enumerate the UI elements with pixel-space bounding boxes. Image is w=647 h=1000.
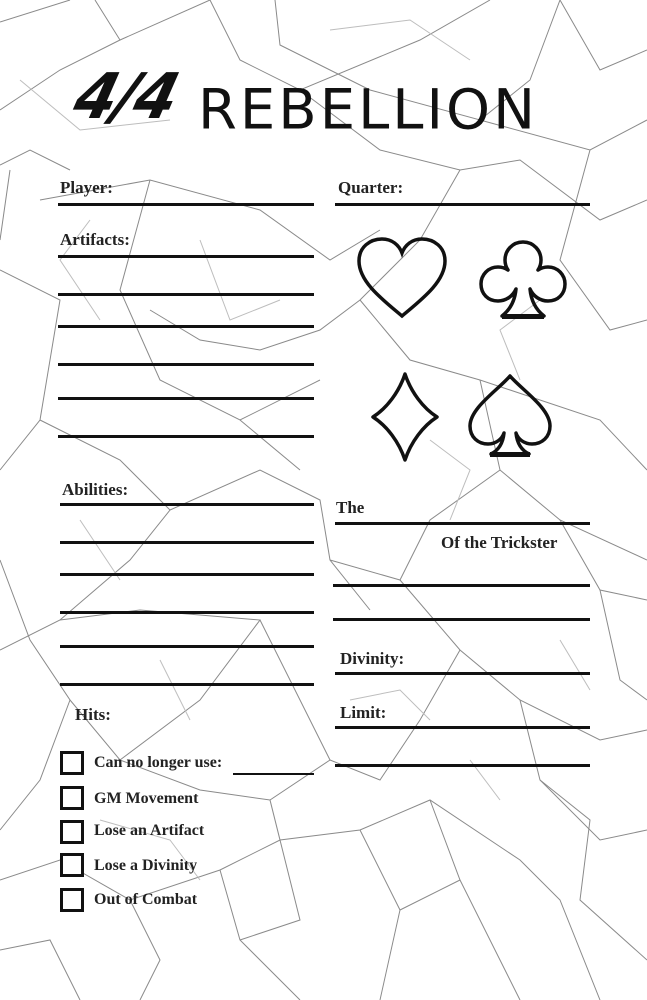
- trickster-line[interactable]: [333, 618, 590, 621]
- artifacts-line[interactable]: [58, 363, 314, 366]
- artifacts-label: Artifacts:: [60, 230, 130, 249]
- hit-checkbox[interactable]: [60, 751, 84, 775]
- heart-icon[interactable]: [355, 236, 449, 322]
- artifacts-line[interactable]: [58, 325, 314, 328]
- hit-checkbox[interactable]: [60, 786, 84, 810]
- abilities-line[interactable]: [60, 683, 314, 686]
- abilities-line[interactable]: [60, 611, 314, 614]
- artifacts-line[interactable]: [58, 397, 314, 400]
- hit-option-label: Out of Combat: [94, 891, 198, 908]
- divinity-label: Divinity:: [340, 649, 405, 668]
- quarter-line[interactable]: [335, 203, 590, 206]
- abilities-label: Abilities:: [62, 480, 129, 499]
- artifacts-line[interactable]: [58, 435, 314, 438]
- trickster-label: Of the Trickster: [441, 533, 558, 552]
- title-word: REBELLION: [198, 78, 538, 143]
- can-no-longer-use-line[interactable]: [233, 773, 314, 775]
- hit-checkbox[interactable]: [60, 888, 84, 912]
- player-label: Player:: [60, 178, 113, 197]
- divinity-line[interactable]: [335, 672, 590, 675]
- artifacts-line[interactable]: [58, 293, 314, 296]
- hit-option-label: Can no longer use:: [94, 754, 223, 771]
- limit-line[interactable]: [335, 764, 590, 767]
- title-number: 4/4: [66, 60, 185, 134]
- trickster-line[interactable]: [333, 584, 590, 587]
- hit-option-label: GM Movement: [94, 790, 199, 807]
- club-icon[interactable]: [478, 238, 568, 322]
- hit-checkbox[interactable]: [60, 820, 84, 844]
- diamond-icon[interactable]: [369, 370, 441, 464]
- hit-checkbox[interactable]: [60, 853, 84, 877]
- hit-option-label: Lose an Artifact: [94, 822, 205, 839]
- spade-icon[interactable]: [466, 372, 554, 460]
- player-line[interactable]: [58, 203, 314, 206]
- limit-line[interactable]: [335, 726, 590, 729]
- hit-option-label: Lose a Divinity: [94, 857, 198, 874]
- limit-label: Limit:: [340, 703, 387, 722]
- quarter-label: Quarter:: [338, 178, 404, 197]
- the-label: The: [336, 498, 365, 517]
- hits-label: Hits:: [75, 705, 111, 724]
- trickster-name-line[interactable]: [335, 522, 590, 525]
- abilities-line[interactable]: [60, 503, 314, 506]
- abilities-line[interactable]: [60, 645, 314, 648]
- abilities-line[interactable]: [60, 573, 314, 576]
- artifacts-line[interactable]: [58, 255, 314, 258]
- abilities-line[interactable]: [60, 541, 314, 544]
